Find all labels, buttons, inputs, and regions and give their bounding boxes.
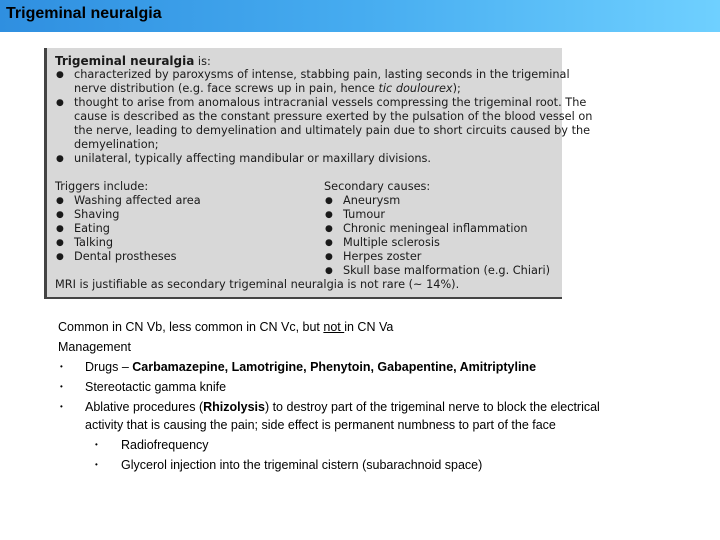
bullet-icon: ● xyxy=(56,252,64,262)
secondary-item: Multiple sclerosis xyxy=(343,236,440,249)
rhizolysis-term: Rhizolysis xyxy=(203,400,265,414)
bullet-icon: ● xyxy=(56,210,64,220)
note-text: Common in CN Vb, less common in CN Vc, but xyxy=(58,320,324,334)
secondary-item: Skull base malformation (e.g. Chiari) xyxy=(343,264,551,277)
bullet-icon: ● xyxy=(325,266,333,276)
secondary-item: Tumour xyxy=(343,208,386,221)
trigger-item: Eating xyxy=(74,222,110,235)
secondary-item: Chronic meningeal inflammation xyxy=(343,222,528,235)
secondary-item: Herpes zoster xyxy=(343,250,422,263)
bullet-icon: ● xyxy=(56,196,64,206)
bullet-icon: • xyxy=(60,382,63,391)
excerpt-line: characterized by paroxysms of intense, stabbing pain, lasting seconds in the trigeminal xyxy=(74,68,570,81)
trigger-item: Talking xyxy=(74,236,114,249)
note-underlined: not xyxy=(323,320,345,334)
bullet-icon: ● xyxy=(56,224,64,234)
excerpt-line: demyelination; xyxy=(74,138,159,151)
title-bar xyxy=(0,0,720,32)
excerpt-line: nerve distribution (e.g. face screws up in pain, hence tic doulourex); xyxy=(74,82,461,95)
cn-distribution-note xyxy=(58,319,393,335)
trigger-item: Shaving xyxy=(74,208,120,221)
drugs-item xyxy=(85,359,536,375)
triggers-heading: Triggers include: xyxy=(55,180,149,193)
excerpt-heading-bold: Trigeminal neuralgia xyxy=(55,54,195,68)
secondary-heading: Secondary causes: xyxy=(324,180,431,193)
excerpt-heading-rest: is: xyxy=(194,55,211,68)
sub-item: Radiofrequency xyxy=(121,438,209,452)
bullet-icon: • xyxy=(60,362,63,371)
note-text: Ablative procedures ( xyxy=(85,400,204,414)
drugs-list: Carbamazepine, Lamotrigine, Phenytoin, Gabapentine, Amitriptyline xyxy=(132,360,537,374)
stereotactic-item: Stereotactic gamma knife xyxy=(85,380,227,394)
bullet-icon: ● xyxy=(56,154,64,164)
bullet-icon: ● xyxy=(325,224,333,234)
bullet-icon: ● xyxy=(325,252,333,262)
bullet-icon: ● xyxy=(56,70,64,80)
trigger-item: Washing affected area xyxy=(74,194,201,207)
sub-item: Glycerol injection into the trigeminal cistern (subarachnoid space) xyxy=(121,458,483,472)
bullet-icon: ● xyxy=(56,98,64,108)
management-heading: Management xyxy=(58,340,131,354)
trigger-item: Dental prostheses xyxy=(74,250,177,263)
bullet-icon: • xyxy=(60,402,63,411)
excerpt-line: unilateral, typically affecting mandibular or maxillary divisions. xyxy=(74,152,432,165)
secondary-item: Aneurysm xyxy=(343,194,401,207)
slide-title: Trigeminal neuralgia xyxy=(6,5,162,22)
bullet-icon: ● xyxy=(56,238,64,248)
note-text: in CN Va xyxy=(344,320,394,334)
drugs-prefix: Drugs – xyxy=(85,360,133,374)
bullet-icon: • xyxy=(95,440,98,449)
ablative-item xyxy=(85,399,600,415)
excerpt-footer: MRI is justifiable as secondary trigeminal neuralgia is not rare (~ 14%). xyxy=(55,278,460,291)
bullet-icon: • xyxy=(95,460,98,469)
bullet-icon: ● xyxy=(325,210,333,220)
excerpt-line: thought to arise from anomalous intracranial vessels compressing the trigeminal root. The xyxy=(74,96,587,109)
bullet-icon: ● xyxy=(325,196,333,206)
note-text: ) to destroy part of the trigeminal nerve to block the electrical xyxy=(264,400,600,414)
excerpt-line: the nerve, leading to demyelination and ultimately pain due to short circuits caused by the xyxy=(74,124,591,137)
textbook-excerpt-image xyxy=(44,48,593,299)
ablative-item-cont: activity that is causing the pain; side effect is permanent numbness to part of the face xyxy=(85,418,556,432)
excerpt-line: cause is described as the constant pressure exerted by the pulsation of the blood vessel on xyxy=(74,110,593,123)
bullet-icon: ● xyxy=(325,238,333,248)
excerpt-heading xyxy=(55,54,211,69)
